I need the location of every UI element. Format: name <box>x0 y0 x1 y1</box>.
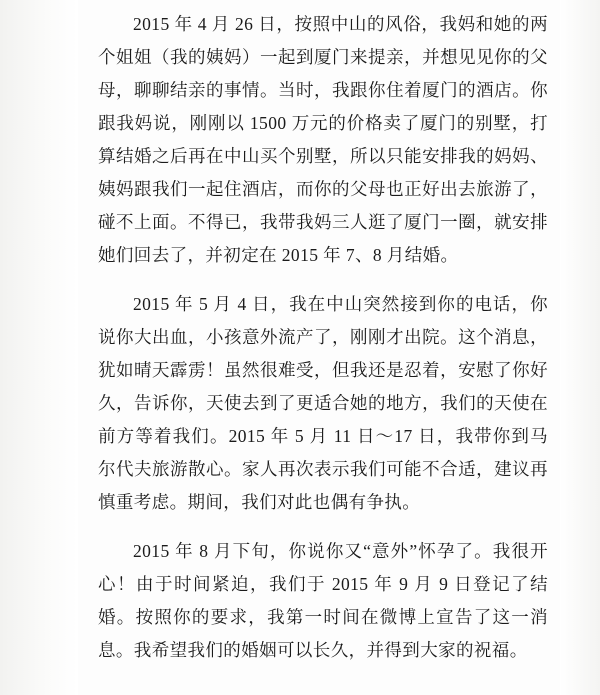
paragraph: 2015 年 8 月下旬，你说你又“意外”怀孕了。我很开心！由于时间紧迫，我们于 2015 年 9 月 9 日登记了结婚。按照你的要求，我第一时间在微博上宣告了这一消息。我希望我们的婚姻可以长久，并得到大家的祝福。 <box>98 541 548 660</box>
document-body <box>98 8 548 667</box>
paragraph: 2015 年 5 月 4 日，我在中山突然接到你的电话，你说你大出血，小孩意外流产了，刚刚才出院。这个消息，犹如晴天霹雳！虽然很难受，但我还是忍着，安慰了你好久，告诉你，天使去到了更适合她的地方，我们的天使在前方等着我们。2015 年 5 月 11 日～17 日，我带你到马尔代夫旅游散心。家人再次表示我们可能不合适，建议再慎重考虑。期间，我们对此也偶有争执。 <box>98 294 548 512</box>
paragraph: 2015 年 4 月 26 日，按照中山的风俗，我妈和她的两个姐姐（我的姨妈）一起到厦门来提亲，并想见见你的父母，聊聊结亲的事情。当时，我跟你住着厦门的酒店。你跟我妈说，刚刚以 1500 万元的价格卖了厦门的别墅，打算结婚之后再在中山买个别墅，所以只能安排我的妈妈、姨妈跟我们一起住酒店，而你的父母也正好出去旅游了，碰不上面。不得已，我带我妈三人逛了厦门一圈，就安排她们回去了，并初定在 2015 年 7、8 月结婚。 <box>98 14 548 265</box>
